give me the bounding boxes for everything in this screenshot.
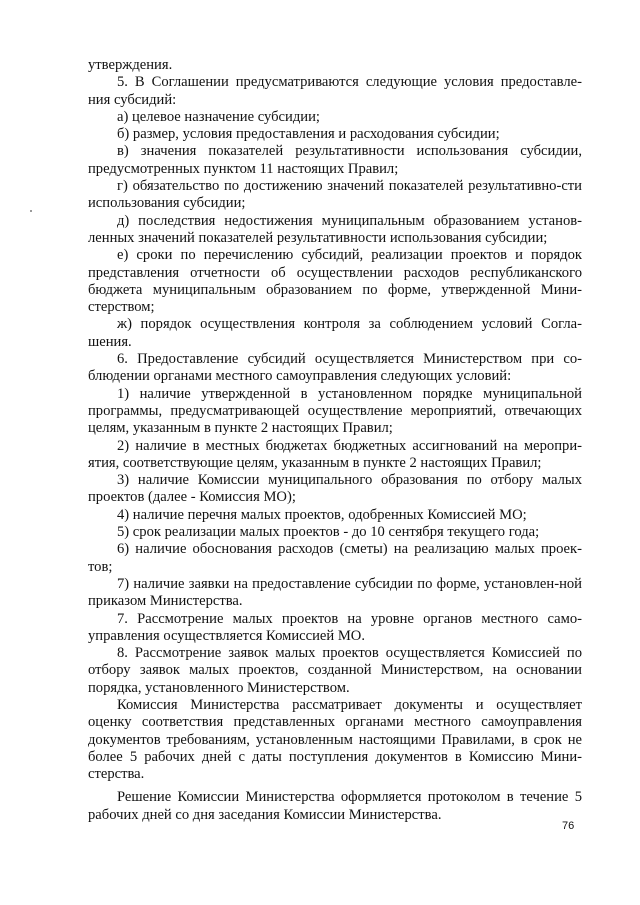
paragraph-commission-decision: Решение Комиссии Министерства оформляется протоколом в течение 5 рабочих дней со дня заседания Комиссии Министерства. [88, 789, 582, 823]
paragraph-condition-5: 5) срок реализации малых проектов - до 10 сентября текущего года; [117, 524, 540, 541]
paragraph-commission-review: Комиссия Министерства рассматривает документы и осуществляет оценку соответствия представленных органами местного самоуправления документов требованиям, установленным настоящими Правилами, в срок не более 5 рабочих дней с даты поступления документов в Комиссию Мини-стерства. [88, 696, 582, 783]
paragraph-item-zh: ж) порядок осуществления контроля за соблюдением условий Согла-шения. [88, 316, 582, 350]
paragraph-item-b: б) размер, условия предоставления и расходования субсидии; [117, 126, 500, 143]
paragraph-condition-1: 1) наличие утвержденной в установленном порядке муниципальной программы, предусматривающей осуществление мероприятий, отвечающих целям, указанным в пункте 2 настоящих Правил; [88, 385, 582, 437]
paragraph-continuation: утверждения. [88, 57, 173, 73]
document-body [88, 57, 582, 824]
paragraph-item-v: в) значения показателей результативности использования субсидии, предусмотренных пунктом 11 настоящих Правил; [88, 143, 582, 177]
paragraph-condition-3: 3) наличие Комиссии муниципального образования по отбору малых проектов (далее - Комиссия МО); [88, 472, 582, 506]
paragraph-condition-7: 7) наличие заявки на предоставление субсидии по форме, установлен-ной приказом Министерства. [88, 575, 582, 610]
page-number: 76 [562, 820, 575, 832]
paragraph-clause-8: 8. Рассмотрение заявок малых проектов осуществляется Комиссией по отбору заявок малых проектов, созданной Министерством, на основании порядка, установленного Министерством. [88, 645, 582, 696]
paragraph-condition-4: 4) наличие перечня малых проектов, одобренных Комиссией МО; [117, 506, 527, 523]
paragraph-item-d: д) последствия недостижения муниципальным образованием установ-ленных значений показателей результативности использования субсидии; [88, 212, 582, 246]
paragraph-clause-6: 6. Предоставление субсидий осуществляется Министерством при со-блюдении органами местного самоуправления следующих условий: [88, 351, 582, 385]
paragraph-condition-6: 6) наличие обоснования расходов (сметы) на реализацию малых проек-тов; [88, 541, 582, 575]
paragraph-item-a: а) целевое назначение субсидии; [117, 108, 320, 125]
paragraph-item-g: г) обязательство по достижению значений показателей результативно-сти использования субсидии; [88, 178, 582, 212]
paragraph-condition-2: 2) наличие в местных бюджетах бюджетных ассигнований на меропри-ятия, соответствующие целям, указанным в пункте 2 настоящих Правил; [88, 437, 582, 471]
paragraph-clause-5: 5. В Соглашении предусматриваются следующие условия предоставле-ния субсидий: [88, 74, 582, 108]
paragraph-item-e: е) сроки по перечислению субсидий, реализации проектов и порядок представления отчетности об осуществлении расходов республиканского бюджета муниципальным образованием по форме, утвержденной Мини-стерством; [88, 247, 582, 316]
scan-mark [30, 210, 32, 212]
paragraph-clause-7: 7. Рассмотрение малых проектов на уровне органов местного само-управления осуществляется Комиссией МО. [88, 610, 582, 644]
